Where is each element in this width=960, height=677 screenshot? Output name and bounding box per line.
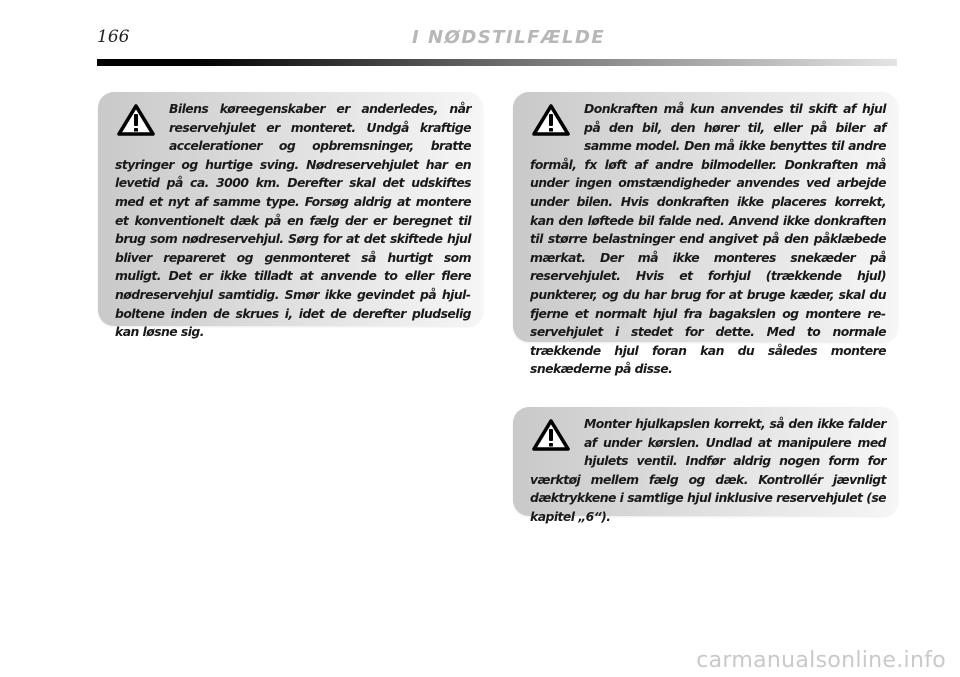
watermark-link[interactable]: carmanualsonline.info [696,648,946,673]
warning-box-jack [513,92,898,377]
warning-triangle-icon [117,103,155,137]
header-rule [97,59,897,66]
warning-box-handling [98,92,483,340]
section-title: I NØDSTILFÆLDE [412,27,606,48]
warning-box-hubcap [513,407,898,524]
warning-triangle-icon [532,418,570,452]
warning-triangle-icon [532,103,570,137]
warning-text-handling: Bilens køreegenskaber er anderledes, når reservehjulet er monteret. Undgå kraftige accelerationer og opbremsninger, bratte styringer og hurtige sving. Nødreservehjulet har en levetid på ca. 3000 km. Derefter skal det udskiftes med et nyt af samme type. Forsøg aldrig at montere et konventionelt dæk på en fælg der er beregnet til brug som nødreservehjul. Sørg for at det skiftede hjul bliver repareret og genmonteret så hurtigt som muligt. Det er ikke tilladt at anvende to eller flere nødreservehjul samtidig. Smør ikke gevindet på hjulboltene inden de skrues i, idet de derefter pludselig kan løsne sig. [115,101,471,340]
warning-text-hubcap: Monter hjulkapslen korrekt, så den ikke falder af under kørslen. Undlad at manipulere med hjulets ventil. Indfør aldrig nogen form for værktøj mellem fælg og dæk. Kontrollér jævnligt dæktrykkene i samtlige hjul inklusive reservehjulet (se kapitel „6“). [530,416,886,524]
warning-text-jack: Donkraften må kun anvendes til skift af hjul på den bil, den hører til, eller på biler af samme model. Den må ikke benyttes til andre formål, fx løft af andre bilmodeller. Donkraften må under ingen omstændigheder anvendes ved arbejde under bilen. Hvis donkraften ikke placeres korrekt, kan den løftede bil falde ned. Anvend ikke donkraften til større belastninger end angivet på den påklæbede mærkat. Der må ikke monteres snekæder på reservehjulet. Hvis et forhjul (trækkende hjul) punkterer, og du har brug for at bruge kæder, skal du fjerne et normalt hjul fra bagakslen og montere reservehjulet i stedet for dette. Med to normale trækkende hjul foran kan du således montere snekæderne på disse. [530,101,886,377]
page-number: 166 [97,27,130,47]
